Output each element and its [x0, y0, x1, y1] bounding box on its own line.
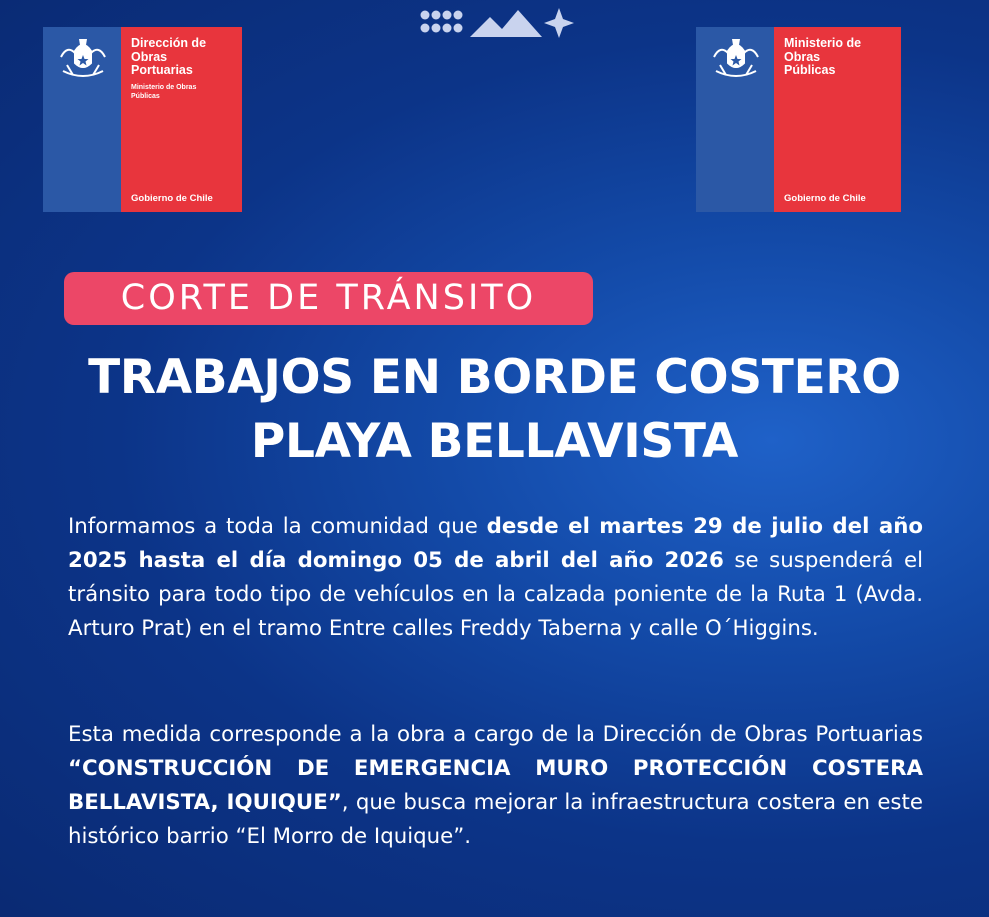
coat-of-arms-icon: [53, 33, 113, 83]
logo-ministry-line2: Públicas: [131, 92, 160, 100]
closure-dates: desde el martes 29 de julio del año 2025 hasta el día domingo 05 de abril del año 2026: [68, 514, 923, 573]
paragraph-details: se suspenderá el tránsito para todo tipo de vehículos en la calzada poniente de la Ruta 1 (Avda. Arturo Prat) en el tramo Entre calles Freddy Taberna y calle O´Higgins.: [68, 548, 924, 641]
logo-red-panel: [774, 27, 901, 212]
project-paragraph: [68, 718, 923, 854]
coat-of-arms-icon: [706, 33, 766, 83]
dop-logo: [43, 27, 242, 212]
logo-blue-panel: [696, 27, 774, 212]
logo-org-line3: Portuarias: [131, 63, 193, 77]
logo-org-line3: Públicas: [784, 63, 836, 77]
traffic-closure-badge: CORTE DE TRÁNSITO: [64, 272, 593, 325]
logo-government-text: Gobierno de Chile: [131, 193, 213, 204]
logo-org-line2: Obras: [784, 49, 821, 64]
paragraph-intro: Informamos a toda la comunidad que: [68, 514, 487, 539]
paragraph-details: , que busca mejorar la infraestructura costera en este histórico barrio “El Morro de Iquique”.: [68, 790, 923, 849]
logo-org-line2: Obras: [131, 49, 168, 64]
paragraph-intro: Esta medida corresponde a la obra a cargo de la Dirección de Obras Portuarias: [68, 722, 923, 747]
logo-org-line1: Ministerio de: [784, 36, 862, 50]
decorative-mountains-icon: [418, 6, 578, 42]
headline-line2: PLAYA BELLAVISTA: [250, 414, 739, 469]
logo-blue-panel: [43, 27, 121, 212]
logo-org-line1: Dirección de: [131, 36, 207, 50]
headline-line1: TRABAJOS EN BORDE COSTERO: [88, 350, 901, 405]
logo-red-panel: [121, 27, 242, 212]
announcement-paragraph: [68, 510, 923, 646]
project-name: “CONSTRUCCIÓN DE EMERGENCIA MURO PROTECCIÓN COSTERA BELLAVISTA, IQUIQUE”: [68, 756, 923, 815]
mop-logo: [696, 27, 901, 212]
logo-ministry-line1: Ministerio de Obras: [131, 83, 197, 91]
logo-government-text: Gobierno de Chile: [784, 193, 866, 204]
